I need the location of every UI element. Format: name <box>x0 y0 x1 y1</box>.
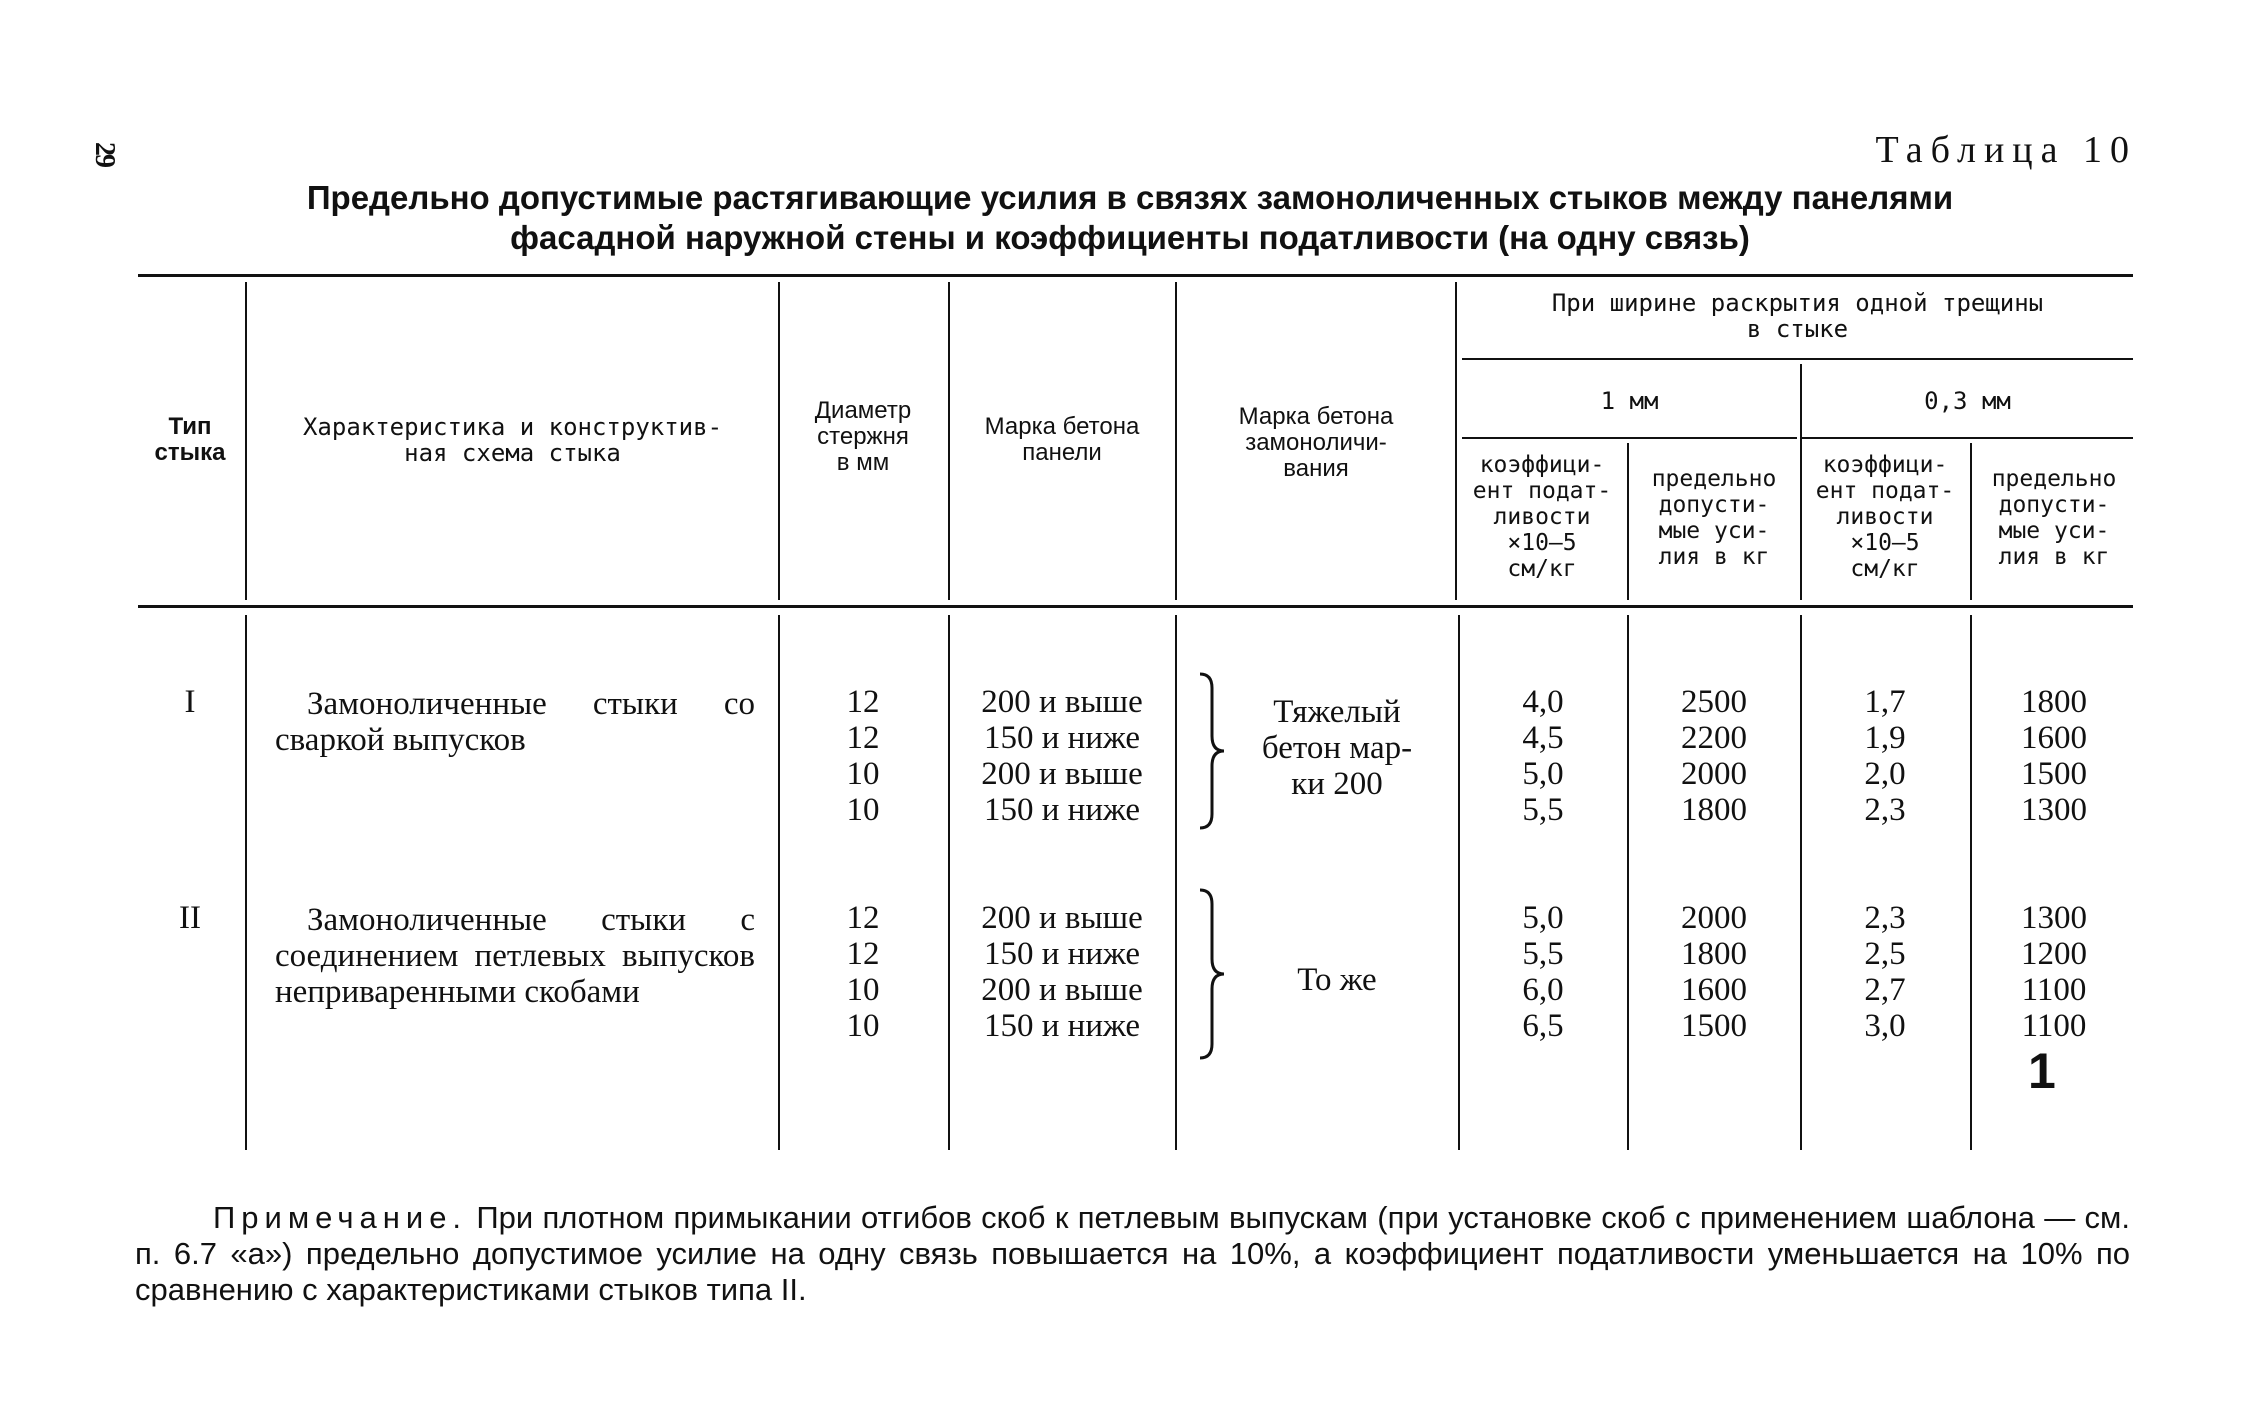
width-03mm-rule <box>1802 437 2133 439</box>
crack-width-rule <box>1462 358 2133 360</box>
row-force-1mm: 2500 2200 2000 1800 <box>1681 684 1747 828</box>
row-diameters: 12 12 10 10 <box>846 900 880 1044</box>
header-coef-1mm: коэффици- ент подат- ливости ×10—5 см/кг <box>1472 452 1612 582</box>
header-divider-4 <box>1175 282 1177 600</box>
header-divider-8 <box>1970 443 1972 600</box>
handwritten-mark: 1 <box>2028 1043 2056 1099</box>
row-panel-concrete: 200 и выше 150 и ниже 200 и выше 150 и ниже <box>981 684 1143 828</box>
page-number: 29 <box>89 142 120 166</box>
header-divider-1 <box>245 282 247 600</box>
header-fill-concrete: Марка бетона замоноличи- вания <box>1238 403 1394 482</box>
header-crack-width: При ширине раскрытия одной трещины в стыке <box>1551 289 2044 343</box>
table-label: Таблица 10 <box>1875 129 2137 171</box>
header-divider-7 <box>1627 443 1629 600</box>
title-line-2: фасадной наружной стены и коэффициенты податливости (на одну связь) <box>510 219 1750 256</box>
header-width-03mm: 0,3 мм <box>1924 387 2011 415</box>
footnote <box>135 1200 2130 1308</box>
header-type: Тип стыка <box>154 413 226 466</box>
note-text: При плотном примыкании отгибов скоб к петлевым выпускам (при установке скоб с применением шаблона — см. п. 6.7 «а») предельно допустимое усилие на одну связь повышается на 10%, а коэффициент податливости уменьшается на 10% по сравнению с характеристиками стыков типа II. <box>135 1200 2130 1307</box>
row-coef-1mm: 4,0 4,5 5,0 5,5 <box>1522 684 1564 828</box>
header-divider-3 <box>948 282 950 600</box>
body-divider-2 <box>778 615 780 1150</box>
row-type: II <box>179 900 201 936</box>
row-fill-concrete: Тяжелый бетон мар- ки 200 <box>1261 694 1413 802</box>
row-fill-concrete: То же <box>1297 962 1377 998</box>
curly-brace <box>1196 888 1226 1060</box>
row-type: I <box>184 684 196 720</box>
body-divider-4 <box>1175 615 1177 1150</box>
header-force-1mm: предельно допусти- мые уси- лия в кг <box>1651 466 1777 570</box>
row-diameters: 12 12 10 10 <box>846 684 880 828</box>
header-bottom-rule <box>138 605 2133 608</box>
body-divider-7 <box>1800 615 1802 1150</box>
body-divider-3 <box>948 615 950 1150</box>
header-description: Характеристика и конструктив- ная схема стыка <box>302 413 723 467</box>
title-line-1: Предельно допустимые растягивающие усилия в связях замоноличенных стыков между панелями <box>306 179 1954 216</box>
table-title <box>180 178 2080 258</box>
body-divider-6 <box>1627 615 1629 1150</box>
top-rule <box>138 274 2133 277</box>
header-panel-concrete: Марка бетона панели <box>984 413 1140 466</box>
note-lead: Примечание. <box>213 1200 468 1235</box>
row-force-03mm: 1800 1600 1500 1300 <box>2021 684 2087 828</box>
body-divider-5 <box>1458 615 1460 1150</box>
header-divider-2 <box>778 282 780 600</box>
row-coef-03mm: 2,3 2,5 2,7 3,0 <box>1864 900 1906 1044</box>
body-divider-8 <box>1970 615 1972 1150</box>
width-1mm-rule <box>1462 437 1797 439</box>
row-description: Замоноличенные стыки со сваркой выпусков <box>275 686 755 758</box>
header-width-1mm: 1 мм <box>1600 387 1659 415</box>
row-force-03mm: 1300 1200 1100 1100 <box>2021 900 2087 1044</box>
body-divider-1 <box>245 615 247 1150</box>
header-divider-5 <box>1455 282 1457 600</box>
row-force-1mm: 2000 1800 1600 1500 <box>1681 900 1747 1044</box>
header-diameter: Диаметр стержня в мм <box>814 397 912 476</box>
row-coef-03mm: 1,7 1,9 2,0 2,3 <box>1864 684 1906 828</box>
header-force-03mm: предельно допусти- мые уси- лия в кг <box>1991 466 2117 570</box>
curly-brace <box>1196 672 1226 830</box>
row-coef-1mm: 5,0 5,5 6,0 6,5 <box>1522 900 1564 1044</box>
row-description: Замоноличенные стыки с соединением петлевых выпусков неприваренными скобами <box>275 902 755 1010</box>
row-panel-concrete: 200 и выше 150 и ниже 200 и выше 150 и ниже <box>981 900 1143 1044</box>
header-coef-03mm: коэффици- ент подат- ливости ×10—5 см/кг <box>1815 452 1955 582</box>
